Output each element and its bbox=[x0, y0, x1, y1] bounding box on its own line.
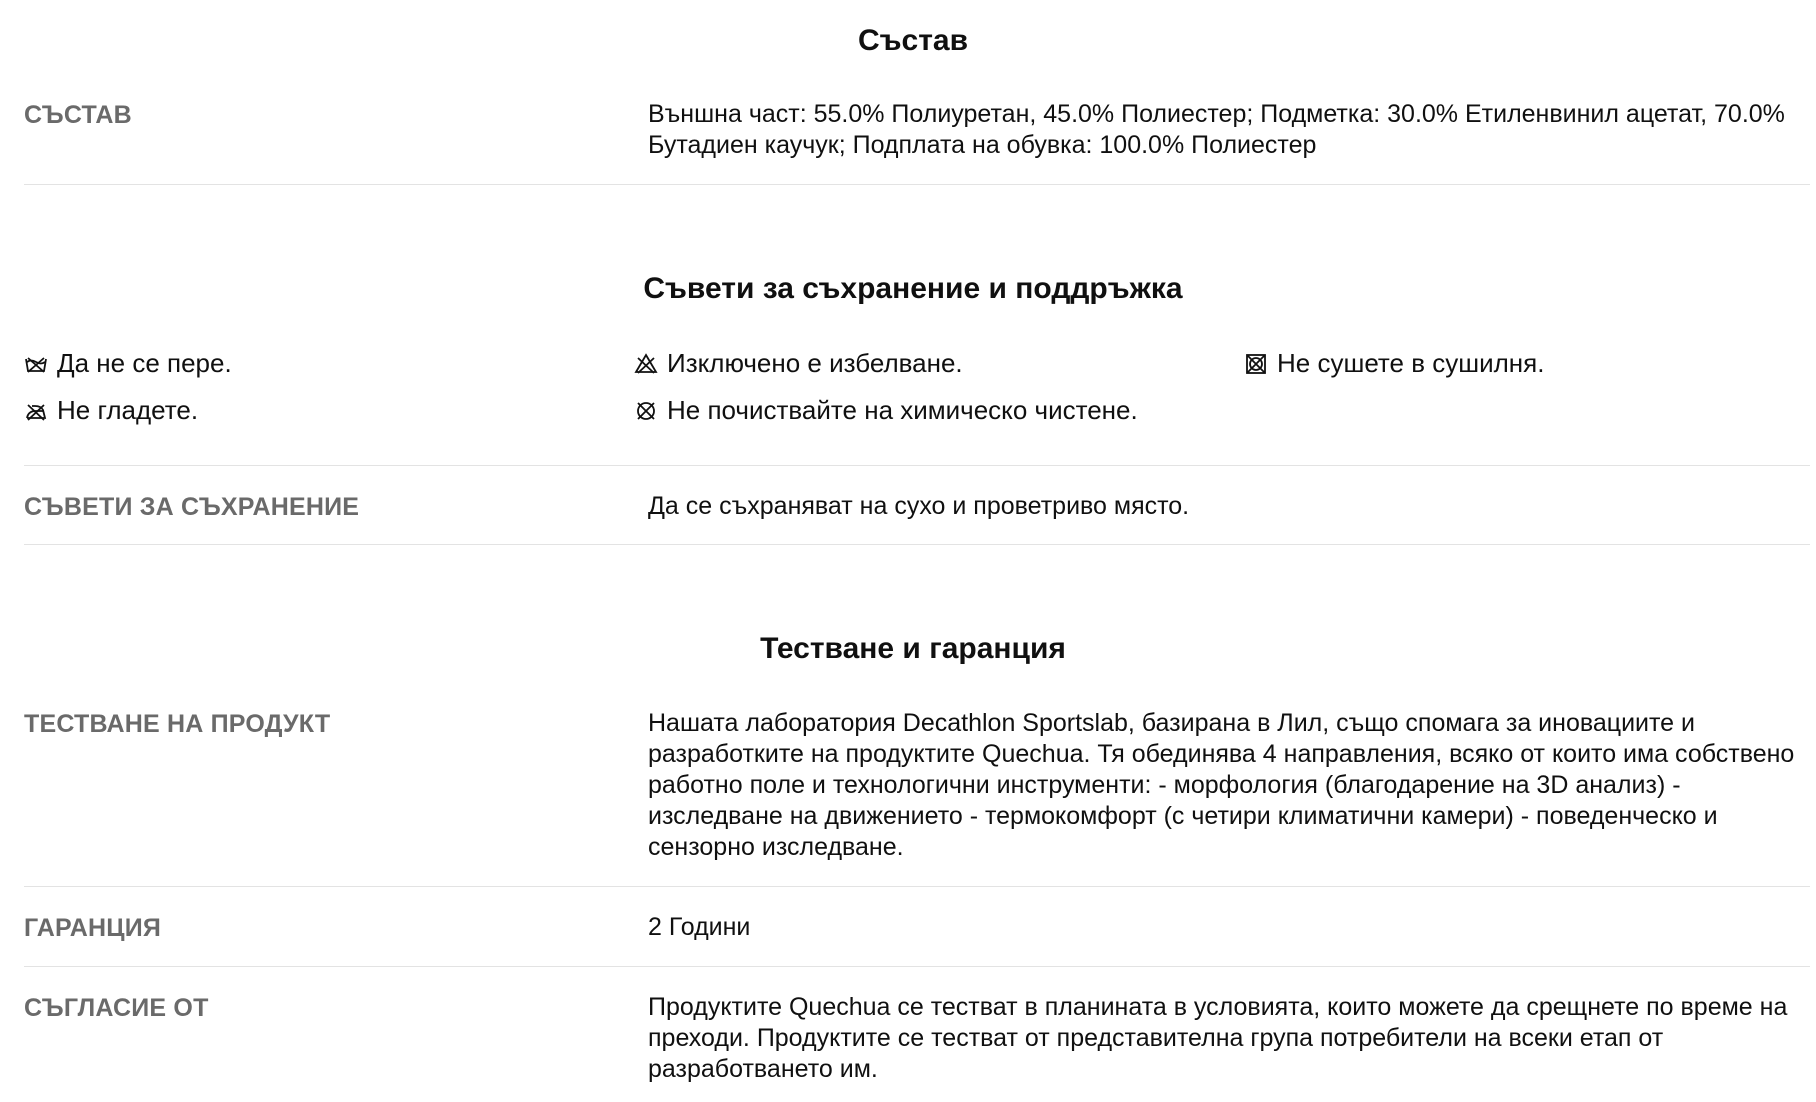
product-testing-label: ТЕСТВАНЕ НА ПРОДУКТ bbox=[24, 710, 331, 738]
approved-by-value: Продуктите Quechua се тестват в планината в условията, които можете да срещнете по време на преходи. Продуктите се тестват от представителна група потребители на всеки етап от разработването им. bbox=[648, 993, 1788, 1083]
no-iron-icon bbox=[24, 399, 48, 423]
divider bbox=[24, 184, 1810, 185]
divider bbox=[24, 886, 1810, 887]
warranty-label: ГАРАНЦИЯ bbox=[24, 914, 162, 942]
divider bbox=[24, 465, 1810, 466]
warranty-value: 2 Години bbox=[648, 913, 751, 941]
care-item-no-dry-clean bbox=[634, 395, 1138, 426]
care-item-label: Не гладете. bbox=[57, 395, 199, 425]
divider bbox=[24, 544, 1810, 545]
care-item-no-iron bbox=[24, 395, 198, 426]
care-item-label: Изключено е избелване. bbox=[667, 348, 963, 378]
product-testing-value: Нашата лаборатория Decathlon Sportslab, базирана в Лил, също спомага за иновациите и разработките на продуктите Quechua. Тя обединява 4 направления, всяко от които има собствено работно поле и технологични инструменти: - морфология (благодарение на 3D анализ) - изследване на движението - термокомфорт (с четири климатични камери) - поведенческо и сензорно изследване. bbox=[648, 709, 1795, 861]
no-bleach-icon bbox=[634, 352, 658, 376]
no-tumble-dry-icon bbox=[1244, 352, 1268, 376]
composition-section-title: Състав bbox=[857, 24, 969, 57]
storage-label: СЪВЕТИ ЗА СЪХРАНЕНИЕ bbox=[24, 493, 360, 521]
care-item-label: Не почиствайте на химическо чистене. bbox=[667, 395, 1138, 425]
divider bbox=[24, 966, 1810, 967]
composition-label: СЪСТАВ bbox=[24, 101, 132, 129]
testing-section-title: Тестване и гаранция bbox=[760, 632, 1066, 665]
care-item-no-bleach bbox=[634, 348, 963, 379]
no-wash-icon bbox=[24, 352, 48, 376]
approved-by-label: СЪГЛАСИЕ ОТ bbox=[24, 994, 209, 1022]
care-item-label: Да не се пере. bbox=[57, 348, 232, 378]
care-item-no-tumble-dry bbox=[1244, 348, 1544, 379]
storage-value: Да се съхраняват на сухо и проветриво място. bbox=[648, 492, 1190, 520]
care-item-no-wash bbox=[24, 348, 232, 379]
composition-value: Външна част: 55.0% Полиуретан, 45.0% Полиестер; Подметка: 30.0% Етиленвинил ацетат, 70.0% Бутадиен каучук; Подплата на обувка: 100.0% Полиестер bbox=[648, 100, 1785, 159]
care-section-title: Съвети за съхранение и поддръжка bbox=[643, 272, 1183, 305]
no-dry-clean-icon bbox=[634, 399, 658, 423]
care-item-label: Не сушете в сушилня. bbox=[1277, 348, 1545, 378]
